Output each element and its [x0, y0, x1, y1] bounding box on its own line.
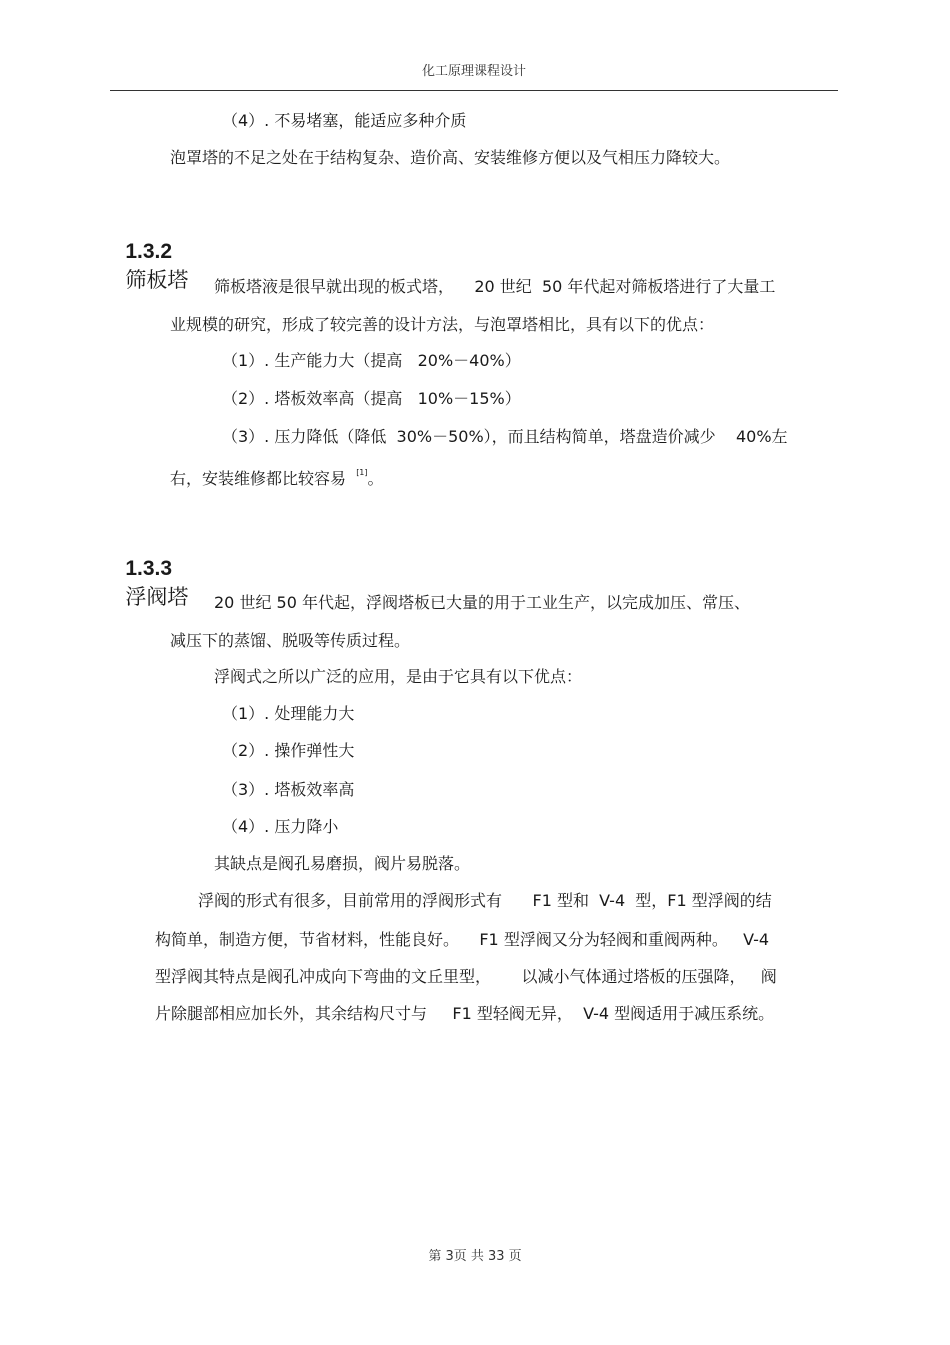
list-item: （3）. 压力降低（降低 30%－50%），而且结构简单，塔盘造价减少 40%左: [222, 427, 788, 446]
paragraph-line: 其缺点是阀孔易磨损，阀片易脱落。: [214, 854, 471, 873]
paragraph-line: 泡罩塔的不足之处在于结构复杂、造价高、安装维修方便以及气相压力降较大。: [170, 148, 731, 167]
paragraph-line: 构简单，制造方便，节省材料，性能良好。 F1 型浮阀又分为轻阀和重阀两种。 V-4: [155, 930, 770, 949]
list-item: （4）. 压力降小: [222, 817, 339, 836]
list-item: （1）. 生产能力大（提高 20%－40%）: [222, 351, 521, 370]
paragraph-line: 浮阀式之所以广泛的应用，是由于它具有以下优点：: [214, 667, 583, 686]
line-text: 右，安装维修都比较容易: [170, 469, 357, 488]
section-number: 1.3.2: [125, 240, 173, 263]
paragraph-line: 片除腿部相应加长外，其余结构尺寸与 F1 型轻阀无异， V-4 型阀适用于减压系统。: [155, 1004, 775, 1023]
header-title: 化工原理课程设计: [421, 64, 526, 79]
section-title: 浮阀塔: [125, 585, 189, 609]
page-number: 第 3页 共 33 页: [428, 1249, 522, 1264]
citation-superscript: [1]: [356, 468, 368, 477]
section-title: 筛板塔: [125, 268, 189, 292]
paragraph-line: 减压下的蒸馏、脱吸等传质过程。: [170, 631, 411, 650]
line-end: 。: [367, 469, 384, 488]
page-header: [110, 62, 838, 91]
paragraph-line: （4）. 不易堵塞，能适应多种介质: [222, 111, 467, 130]
list-item: （3）. 塔板效率高: [222, 780, 355, 799]
list-item: （2）. 塔板效率高（提高 10%－15%）: [222, 389, 521, 408]
paragraph-line: 业规模的研究，形成了较完善的设计方法，与泡罩塔相比，具有以下的优点：: [170, 315, 715, 334]
list-item: （1）. 处理能力大: [222, 704, 355, 723]
paragraph-line: 浮阀的形式有很多，目前常用的浮阀形式有 F1 型和 V-4 型，F1 型浮阀的结: [198, 891, 772, 910]
paragraph-line: 型浮阀其特点是阀孔冲成向下弯曲的文丘里型， 以减小气体通过塔板的压强降， 阀: [155, 967, 777, 986]
paragraph-line: [170, 462, 384, 490]
section-heading-133: [112, 526, 188, 611]
section-number: 1.3.3: [125, 557, 173, 580]
page-footer: [0, 1248, 950, 1266]
list-item: （2）. 操作弹性大: [222, 741, 355, 760]
paragraph-line: 20 世纪 50 年代起，浮阀塔板已大量的用于工业生产，以完成加压、常压、: [214, 593, 750, 612]
section-heading-132: [112, 209, 188, 294]
paragraph-line: 筛板塔液是很早就出现的板式塔， 20 世纪 50 年代起对筛板塔进行了大量工: [214, 277, 776, 296]
